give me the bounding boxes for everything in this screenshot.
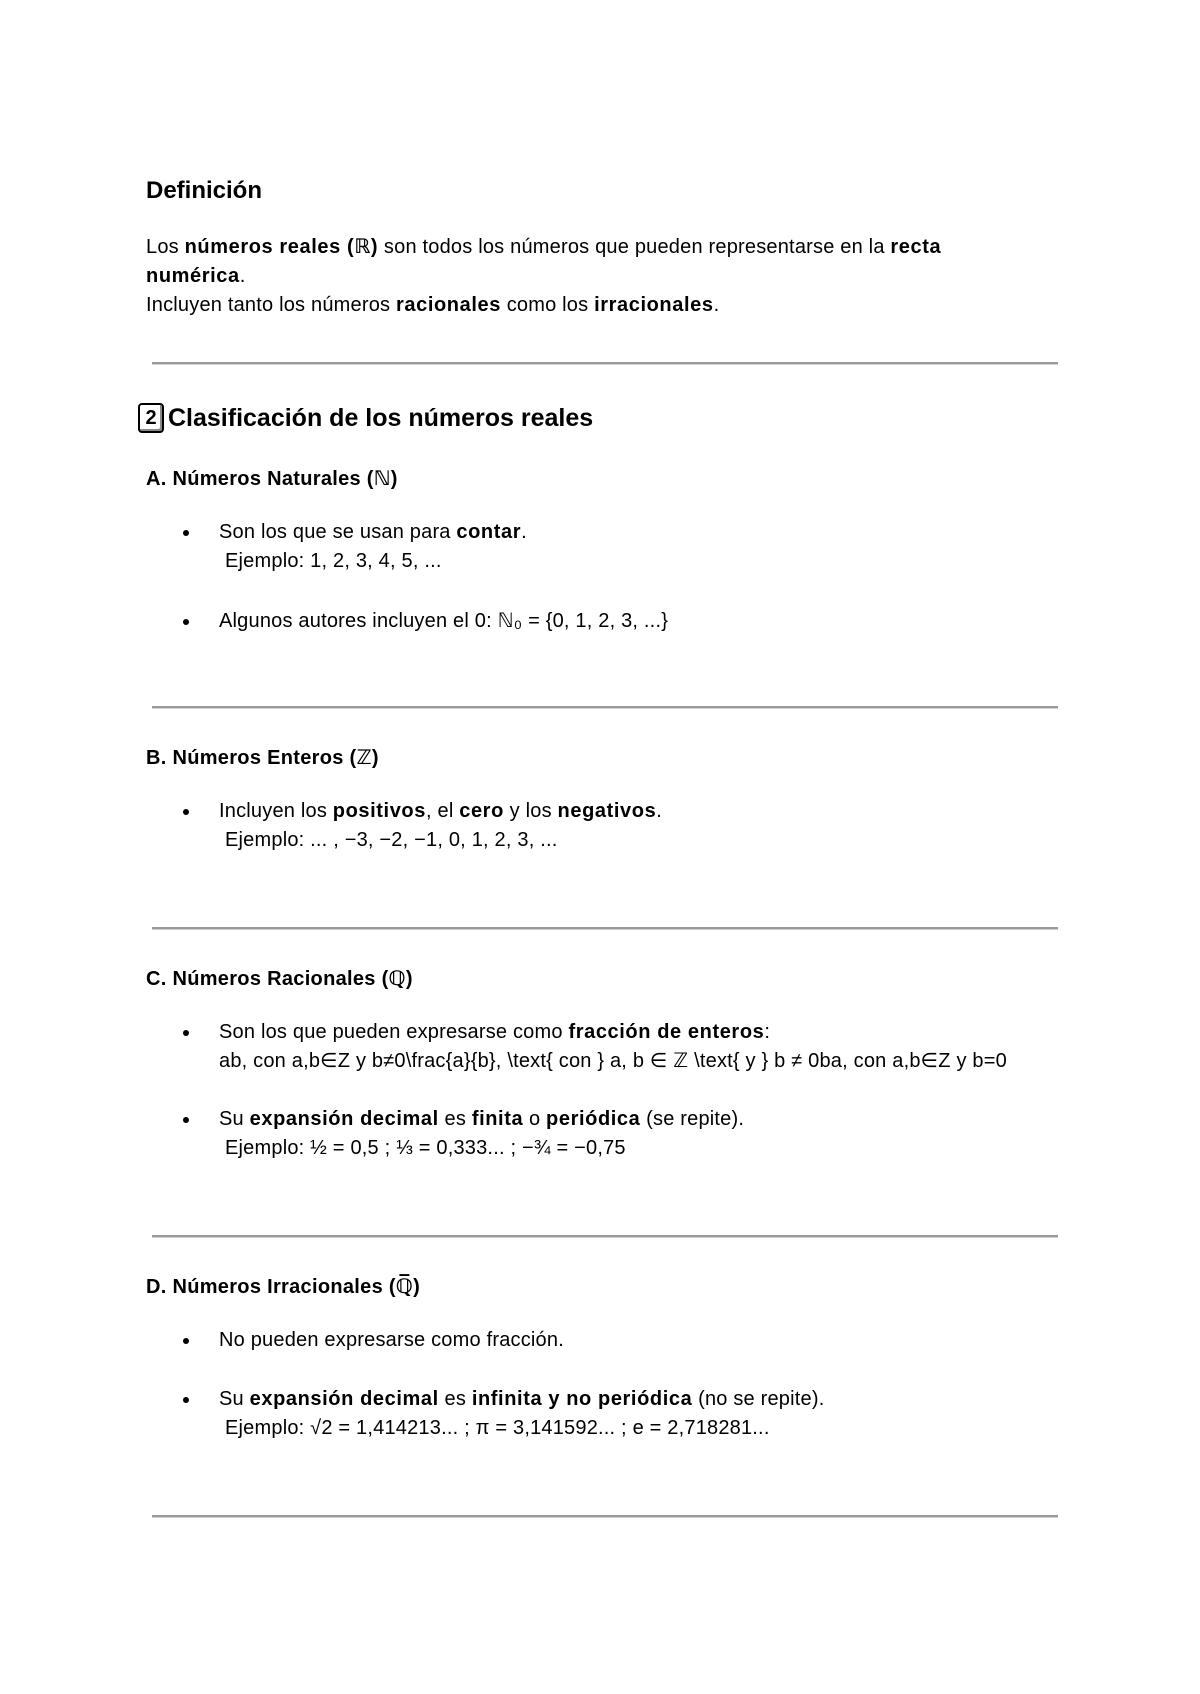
horizontal-rule	[152, 706, 1058, 709]
bold-term: expansión decimal	[249, 1108, 439, 1130]
text: Son los que pueden expresarse como	[219, 1021, 569, 1043]
text: .	[713, 294, 720, 316]
bold-term: cero	[459, 800, 504, 822]
bold-term: infinita y no periódica	[471, 1388, 693, 1410]
naturales-heading: A. Números Naturales (ℕ)	[146, 468, 398, 490]
bold-term: positivos	[332, 800, 426, 822]
definition-paragraph	[146, 233, 1046, 320]
horizontal-rule	[152, 362, 1058, 365]
list-item	[219, 518, 1059, 576]
bold-term: finita	[471, 1108, 524, 1130]
bold-term: números reales (ℝ)	[184, 236, 379, 258]
text: es	[438, 1388, 472, 1410]
text: como los	[500, 294, 595, 316]
classification-heading-text: Clasificación de los números reales	[168, 403, 594, 432]
classification-heading	[138, 403, 593, 433]
list-item	[219, 1385, 1059, 1443]
example-text: Ejemplo: ½ = 0,5 ; ⅓ = 0,333... ; −¾ = −0,75	[225, 1137, 626, 1159]
text: .	[239, 265, 246, 287]
text: Incluyen los	[219, 800, 333, 822]
bullet-icon	[183, 1338, 189, 1344]
text: .	[656, 800, 663, 822]
list-item: No pueden expresarse como fracción.	[219, 1329, 564, 1351]
text: (se repite).	[640, 1108, 745, 1130]
bullet-icon	[183, 809, 189, 815]
list-item: Algunos autores incluyen el 0: ℕ₀ = {0, 1, 2, 3, ...}	[219, 610, 669, 632]
horizontal-rule	[152, 1235, 1058, 1238]
irracionales-heading: D. Números Irracionales (ℚ̅)	[146, 1276, 421, 1298]
enteros-heading: B. Números Enteros (ℤ)	[146, 747, 379, 769]
text: Los	[146, 236, 185, 258]
bullet-icon	[183, 1117, 189, 1123]
text: son todos los números que pueden representarse en la	[378, 236, 891, 258]
text: (no se repite).	[692, 1388, 825, 1410]
list-item	[219, 1105, 1059, 1163]
text: y los	[503, 800, 558, 822]
bold-term: negativos	[557, 800, 657, 822]
example-text: Ejemplo: 1, 2, 3, 4, 5, ...	[225, 550, 442, 572]
bullet-icon	[183, 1397, 189, 1403]
bold-term: recta numérica	[146, 236, 942, 287]
definition-heading: Definición	[146, 177, 263, 204]
bold-term: contar	[456, 521, 522, 543]
text: Su	[219, 1108, 250, 1130]
list-item	[219, 1018, 1059, 1076]
bold-term: irracionales	[594, 294, 714, 316]
text: , el	[425, 800, 460, 822]
text: Su	[219, 1388, 250, 1410]
example-text: Ejemplo: √2 = 1,414213... ; π = 3,141592... ; e = 2,718281...	[225, 1417, 770, 1439]
bold-term: racionales	[395, 294, 501, 316]
text: Son los que se usan para	[219, 521, 457, 543]
bullet-icon	[183, 619, 189, 625]
bold-term: periódica	[546, 1108, 641, 1130]
text: .	[521, 521, 527, 543]
racionales-heading: C. Números Racionales (ℚ)	[146, 968, 413, 990]
bold-term: expansión decimal	[249, 1388, 439, 1410]
bullet-icon	[183, 1030, 189, 1036]
bullet-icon	[183, 530, 189, 536]
text: o	[523, 1108, 547, 1130]
text: es	[438, 1108, 472, 1130]
example-text: Ejemplo: ... , −3, −2, −1, 0, 1, 2, 3, ...	[225, 829, 558, 851]
keycap-number-icon: 2	[138, 403, 164, 433]
text: :	[764, 1021, 771, 1043]
list-item	[219, 797, 1059, 855]
formula-text: ab, con a,b∈Z y b≠0\frac{a}{b}, \text{ con } a, b ∈ ℤ \text{ y } b ≠ 0ba, con a,b∈Z y b=0	[219, 1050, 1007, 1072]
horizontal-rule	[152, 1515, 1058, 1518]
horizontal-rule	[152, 927, 1058, 930]
bold-term: fracción de enteros	[568, 1021, 765, 1043]
text: Incluyen tanto los números	[146, 294, 396, 316]
